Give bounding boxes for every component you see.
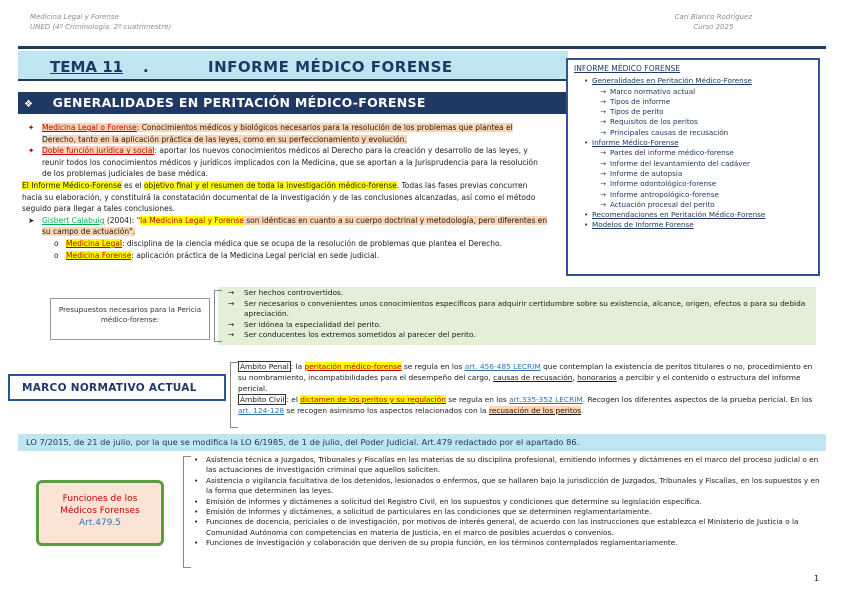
law-link[interactable]: art. 456-485 LECRIM	[464, 362, 541, 371]
toc-item[interactable]: → Informe antropológico-forense	[574, 190, 812, 200]
intro-body	[22, 122, 548, 261]
circle-icon: o	[54, 238, 59, 248]
tema-dot: .	[143, 58, 149, 76]
diamond-icon: ❖	[24, 99, 34, 110]
author: Gisbert Calabuig	[42, 215, 105, 225]
section-title: GENERALIDADES EN PERITACIÓN MÉDICO-FORENSE	[52, 95, 426, 110]
definition: : aplicación práctica de la Medicina Legal pericial en sede judicial.	[131, 250, 380, 260]
bracket	[183, 456, 191, 568]
top-rule	[18, 46, 826, 49]
list-item	[22, 238, 548, 250]
funciones-list	[192, 455, 822, 549]
list-item: • Funciones de docencia, periciales o de investigación, por motivos de interés general, de acuerdo con las instrucciones que establezca el Ministerio de Justicia o la Comunidad Autónoma con competencias en materia de Justicia, en el marco de posibles acuerdos o convenios.	[192, 517, 822, 538]
paragraph	[22, 180, 548, 215]
list-item: • Funciones de investigación y colaboración que deriven de su propia función, en los términos contemplados reglamentariamente.	[192, 538, 822, 548]
page-title: INFORME MÉDICO FORENSE	[208, 58, 453, 76]
law-link[interactable]: art.335-352 LECRIM	[509, 395, 583, 404]
funciones-box	[36, 480, 164, 546]
arrow-icon: ➤	[28, 215, 35, 225]
pin-icon: ✦	[28, 146, 35, 156]
marco-text	[238, 361, 822, 416]
pin-icon: ✦	[28, 123, 35, 132]
toc-item[interactable]: → Tipos de perito	[574, 107, 812, 117]
highlight: dictamen de los peritos y su regulación	[300, 395, 446, 404]
paragraph	[238, 361, 822, 394]
header-author: Cari Blanco Rodríguez	[674, 13, 752, 21]
funciones-article: Art.479.5	[78, 518, 121, 528]
text: .	[581, 406, 584, 415]
law-banner: LO 7/2015, de 21 de julio, por la que se modifica la LO 6/1985, de 1 de julio, del Poder Judicial. Art.479 redactado por el apartado 86.	[18, 434, 826, 451]
toc-section[interactable]: • Informe Médico-Forense	[574, 138, 812, 148]
marco-label: MARCO NORMATIVO ACTUAL	[8, 374, 226, 401]
text: : el	[286, 395, 301, 404]
highlight: la Medicina Legal y Forense	[140, 215, 244, 225]
toc-item[interactable]: → Principales causas de recusación	[574, 128, 812, 138]
text: ,	[572, 373, 578, 382]
section-heading	[18, 92, 566, 114]
term: El Informe Médico-Forense	[22, 180, 122, 190]
text: . Todas las fases previas concurren hacia su elaboración, y constituirá la constatación documental de la investigación y de las conclusiones alcanzadas, así como el método seguido para llegar a tales conclusiones.	[22, 180, 536, 214]
text: (2004): "	[104, 215, 141, 225]
list-item: → Ser necesarios o convenientes unos conocimientos específicos para adquirir certidumbre sobre su existencia, alcance, origen, efectos o para su debida apreciación.	[228, 299, 814, 320]
page-number: 1	[814, 574, 820, 583]
bracket	[214, 290, 222, 342]
toc-item[interactable]: → Partes del informe médico-forense	[574, 148, 812, 158]
list-item: • Emisión de informes y dictámenes a solicitud del Registro Civil, en los supuestos y condiciones que determine su legislación específica.	[192, 497, 822, 507]
list-item: → Ser idónea la especialidad del perito.	[228, 320, 814, 331]
list-item	[22, 122, 548, 145]
header-right	[675, 12, 752, 32]
toc-title[interactable]: INFORME MÉDICO FORENSE	[574, 64, 681, 73]
list-item	[22, 250, 548, 262]
definition: : Conocimientos médicos y biológicos necesarios para la resolución de los problemas que plantea el Derecho, tanto en la aplicación práctica de las leyes, como en su perfeccionamiento y evolución.	[42, 123, 513, 144]
text: causas de recusación	[493, 373, 573, 382]
paragraph	[238, 394, 822, 416]
presupuestos-label: Presupuestos necesarios para la Pericia médico-forense:	[50, 298, 210, 340]
term: Medicina Forense	[66, 250, 132, 260]
term: Medicina Legal	[66, 238, 122, 248]
term: Medicina Legal o Forense	[42, 123, 137, 132]
text: honorarios	[577, 373, 617, 382]
text: que contemplan la existencia de peritos titulares o no, procedimiento en su nombramiento, incompatibilidades para el desempeño del cargo,	[238, 362, 813, 382]
toc-section[interactable]: • Generalidades en Peritación Médico-Forense	[574, 76, 812, 86]
text: : la	[290, 362, 305, 371]
header-year: Curso 2025	[693, 23, 734, 31]
toc-item[interactable]: → Informe del levantamiento del cadáver	[574, 159, 812, 169]
definition: : aportar los nuevos conocimientos médicos al Derecho para la creación y desarrollo de las leyes, y reunir todos los conocimientos médicos y jurídicos implicados con la Medicina, que se aportan a la Jurisprudencia para la resolución de los problemas judiciales de base médica.	[42, 146, 538, 179]
highlight: peritación médico-forense	[304, 362, 402, 371]
header-subject: Medicina Legal y Forense	[30, 13, 119, 21]
table-of-contents	[566, 58, 820, 276]
quote: son idénticas en cuanto a su cuerpo doctrinal y metodología, pero diferentes en su campo de actuación".	[42, 215, 548, 237]
header-course: UNED (4º Criminología. 2º cuatrimestre)	[30, 23, 172, 31]
ambito-label: Ámbito Penal	[240, 362, 289, 371]
title-bar	[18, 51, 568, 81]
text: es el	[121, 180, 144, 190]
tema-number: TEMA 11	[50, 58, 124, 76]
text: se recogen asimismo los aspectos relacionados con la	[284, 406, 489, 415]
text: se regula en los	[445, 395, 510, 404]
highlight: recusación de los peritos	[488, 406, 582, 415]
toc-section[interactable]: • Recomendaciones en Peritación Médico-Forense	[574, 210, 812, 220]
toc-item[interactable]: → Tipos de informe	[574, 97, 812, 107]
list-item	[22, 215, 548, 238]
circle-icon: o	[54, 250, 59, 260]
funciones-title-2: Médicos Forenses	[60, 506, 140, 516]
text: a percibir y el contenido o estructura del informe pericial.	[238, 373, 801, 393]
text: . Recogen los diferentes aspectos de la prueba pericial. En los	[582, 395, 813, 404]
text: se regula en los	[401, 362, 465, 371]
toc-item[interactable]: → Informe de autopsia	[574, 169, 812, 179]
toc-item[interactable]: → Marco normativo actual	[574, 87, 812, 97]
term: Doble función jurídica y social	[42, 146, 155, 156]
list-item: • Asistencia técnica a Juzgados, Tribunales y Fiscalías en las materias de su disciplina profesional, emitiendo informes y dictámenes en el marco del proceso judicial o en las actuaciones de investigación criminal que aquellos soliciten.	[192, 455, 822, 476]
list-item: • Emisión de informes y dictámenes, a solicitud de particulares en las condiciones que se determinen reglamentariamente.	[192, 507, 822, 517]
toc-section[interactable]: • Modelos de Informe Forense	[574, 220, 812, 230]
highlight: objetivo final y el resumen de toda la investigación médico-forense	[143, 180, 397, 190]
list-item: → Ser conducentes los extremos sometidos al parecer del perito.	[228, 330, 814, 341]
list-item	[22, 145, 548, 180]
presupuestos-list	[228, 288, 814, 341]
ambito-label: Ámbito Civil	[240, 395, 285, 404]
header-left	[30, 12, 171, 32]
toc-item[interactable]: → Informe odontológico-forense	[574, 179, 812, 189]
definition: : disciplina de la ciencia médica que se ocupa de la resolución de problemas que plantea el Derecho.	[121, 238, 502, 248]
list-item: • Asistencia o vigilancia facultativa de los detenidos, lesionados o enfermos, que se hallaren bajo la jurisdicción de Juzgados, Tribunales y Fiscalías, en los supuestos y en la forma que determinen las leyes.	[192, 476, 822, 497]
bracket	[230, 362, 238, 428]
list-item: → Ser hechos controvertidos.	[228, 288, 814, 299]
funciones-title: Funciones de los	[62, 494, 138, 504]
toc-item[interactable]: → Requisitos de los peritos	[574, 117, 812, 127]
toc-item[interactable]: → Actuación procesal del perito	[574, 200, 812, 210]
law-link[interactable]: art. 124-128	[238, 406, 285, 415]
